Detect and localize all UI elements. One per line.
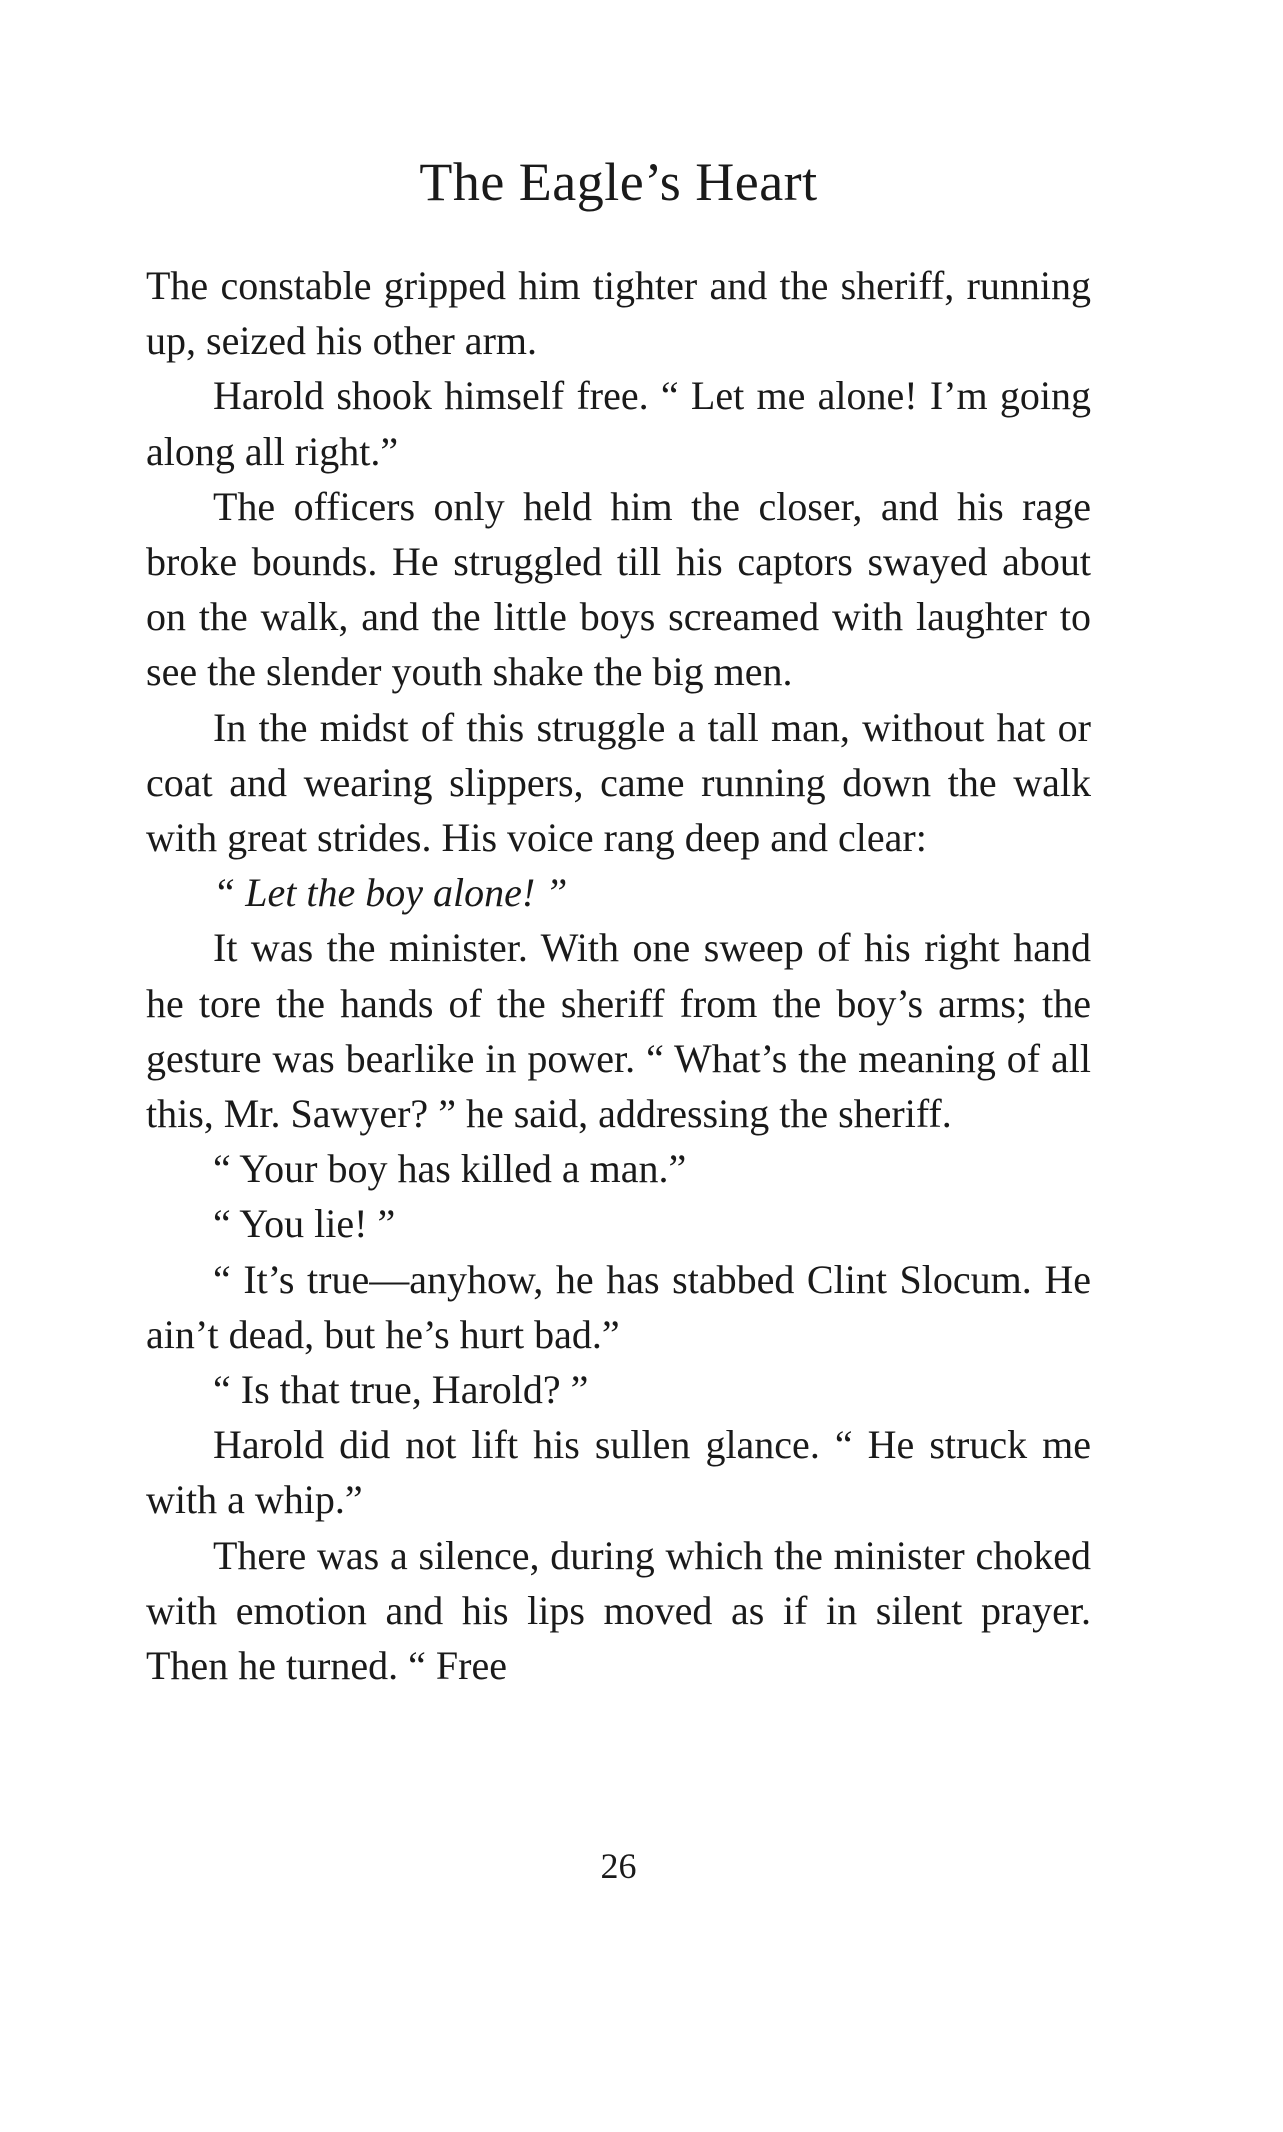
paragraph: In the midst of this struggle a tall man, without hat or coat and wearing slippers, came running down the walk with great strides. His voice rang deep and clear: xyxy=(146,704,1091,861)
paragraph: It was the minister. With one sweep of his right hand he tore the hands of the sheriff from the boy’s arms; the gesture was bearlike in power. “ What’s the meaning of all this, Mr. Sawyer? ” he said, addressing the sheriff. xyxy=(146,925,1091,1137)
paragraph: Harold did not lift his sullen glance. “ He struck me with a whip.” xyxy=(146,1422,1091,1523)
paragraph: “ Your boy has killed a man.” xyxy=(213,1146,687,1192)
page-number: 26 xyxy=(600,1846,637,1886)
paragraph: The officers only held him the closer, and his rage broke bounds. He struggled till his captors swayed about on the walk, and the little boys screamed with laughter to see the slender youth shake the big men. xyxy=(146,483,1091,695)
paragraph: There was a silence, during which the minister choked with emotion and his lips moved as if in silent prayer. Then he turned. “ Free xyxy=(146,1532,1091,1689)
paragraph: “ You lie! ” xyxy=(213,1201,396,1247)
body-text xyxy=(146,258,1091,1693)
paragraph-italic xyxy=(146,865,1091,920)
running-head: The Eagle’s Heart xyxy=(419,152,818,212)
paragraph: “ It’s true—anyhow, he has stabbed Clint Slocum. He ain’t dead, but he’s hurt bad.” xyxy=(146,1256,1091,1357)
paragraph: “ Is that true, Harold? ” xyxy=(213,1367,589,1413)
italic-quote: “ Let the boy alone! ” xyxy=(213,870,568,916)
paragraph: The constable gripped him tighter and the sheriff, running up, seized his other arm. xyxy=(146,263,1091,364)
paragraph: Harold shook himself free. “ Let me alone! I’m going along all right.” xyxy=(146,373,1091,474)
